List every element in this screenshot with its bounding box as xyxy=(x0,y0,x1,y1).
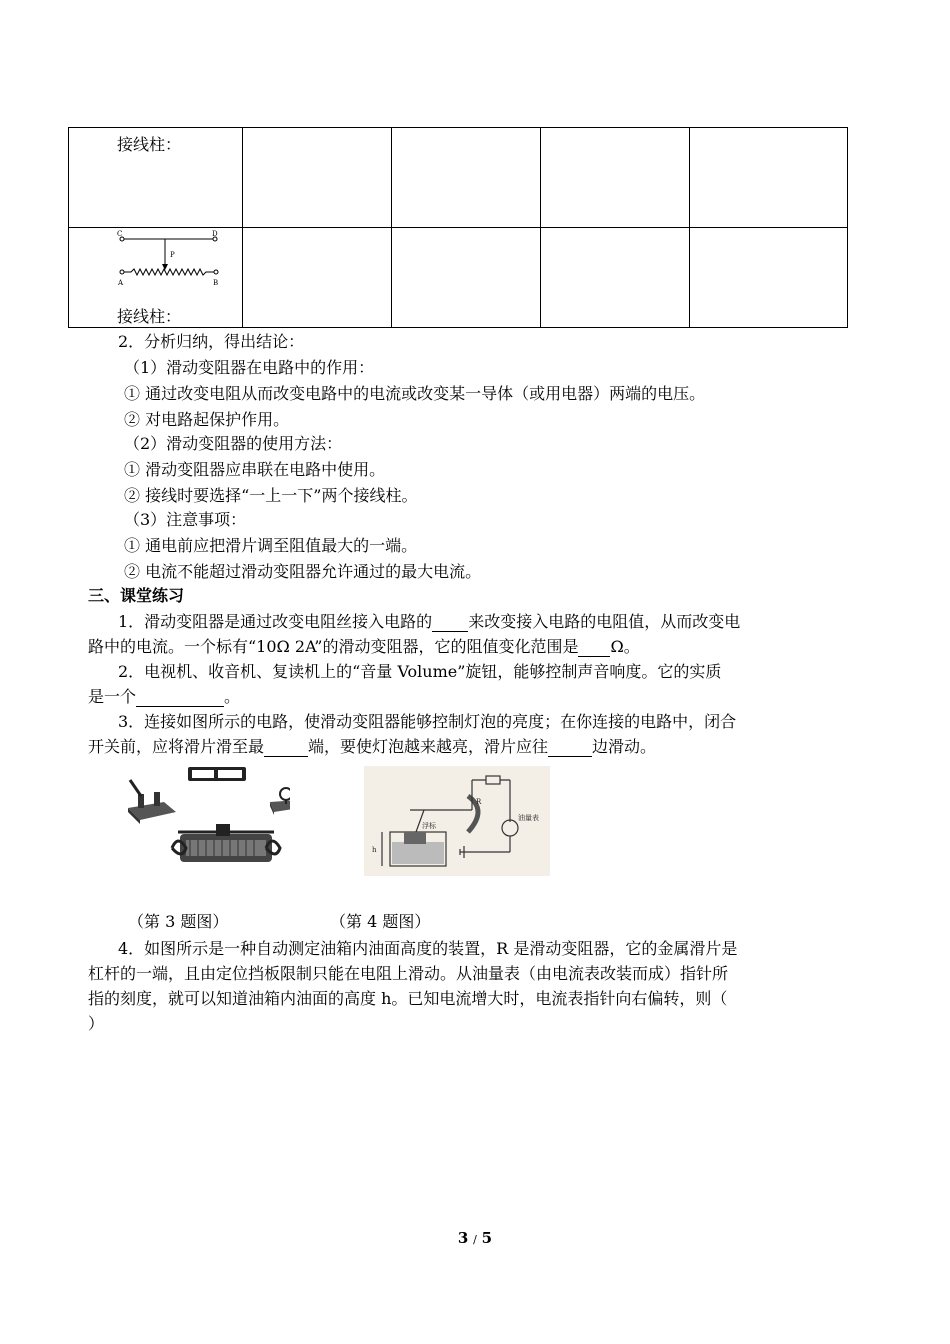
table-cell xyxy=(243,128,392,228)
switch-icon xyxy=(128,780,176,824)
table-cell xyxy=(541,228,690,328)
q3-text-d: 边滑动。 xyxy=(592,737,657,756)
section-title: （3）注意事项： xyxy=(124,510,247,529)
section-title: （1）滑动变阻器在电路中的作用： xyxy=(124,358,375,377)
table-cell xyxy=(243,228,392,328)
section-title: （2）滑动变阻器的使用方法： xyxy=(124,434,343,453)
comparison-table xyxy=(68,127,848,328)
table-cell xyxy=(690,128,848,228)
float xyxy=(404,832,426,844)
q1-text-a: 1．滑动变阻器是通过改变电阻丝接入电路的 xyxy=(118,612,433,631)
label-a: A xyxy=(118,279,124,287)
list-item: ① 滑动变阻器应串联在电路中使用。 xyxy=(124,460,386,479)
answer-blank[interactable] xyxy=(264,740,308,757)
terminal-b xyxy=(214,270,218,274)
list-item: ② 接线时要选择“一上一下”两个接线柱。 xyxy=(124,486,418,505)
terminal-label: 接线柱： xyxy=(117,307,182,326)
bulb-icon xyxy=(270,788,290,815)
list-item: ② 对电路起保护作用。 xyxy=(124,410,290,429)
terminal-label: 接线柱： xyxy=(117,135,182,154)
figure-3-caption: （第 3 题图） xyxy=(128,912,229,931)
q2-text-c: 。 xyxy=(224,687,241,706)
label-oil-meter: 油量表 xyxy=(518,814,539,822)
question-4-line-3: 指的刻度，就可以知道油箱内油面的高度 h。已知电流增大时，电流表指针向右偏转，则（ xyxy=(88,989,728,1008)
q1-text-c: 路中的电流。一个标有“10Ω 2A”的滑动变阻器，它的阻值变化范围是 xyxy=(88,637,579,656)
list-item: ② 电流不能超过滑动变阻器允许通过的最大电流。 xyxy=(124,562,482,581)
table-cell xyxy=(69,228,243,328)
table-cell xyxy=(69,128,243,228)
terminal-a xyxy=(120,270,124,274)
q2-text-b: 是一个 xyxy=(88,687,137,706)
rheostat-icon xyxy=(172,824,280,862)
rheostat-diagram xyxy=(113,230,233,292)
question-4-line-2: 杠杆的一端，且由定位挡板限制只能在电阻上滑动。从油量表（由电流表改装而成）指针所 xyxy=(88,964,729,983)
question-1-line-2 xyxy=(88,637,640,657)
label-d: D xyxy=(212,230,218,238)
page-total: 5 xyxy=(481,1229,493,1247)
page-separator: / xyxy=(473,1233,477,1246)
label-b: B xyxy=(213,279,219,287)
conclusion-heading: 2．分析归纳，得出结论： xyxy=(118,332,305,351)
page-current: 3 xyxy=(457,1229,469,1247)
label-float: 浮标 xyxy=(422,822,436,830)
question-1-line-1 xyxy=(118,612,740,632)
question-2-line-1: 2．电视机、收音机、复读机上的“音量 Volume”旋钮，能够控制声音响度。它的实质 xyxy=(118,662,722,681)
answer-blank[interactable] xyxy=(578,640,610,657)
label-r: R xyxy=(476,798,482,806)
question-2-line-2 xyxy=(88,687,240,707)
list-item: ① 通电前应把滑片调至阻值最大的一端。 xyxy=(124,536,418,555)
question-4-line-4: ） xyxy=(88,1014,105,1033)
answer-blank[interactable] xyxy=(136,690,224,707)
figure-3-components xyxy=(120,762,290,880)
q1-text-b: 来改变接入电路的电阻值，从而改变电 xyxy=(468,612,741,631)
page-number xyxy=(0,1229,950,1247)
table-cell xyxy=(541,128,690,228)
figure-4-caption: （第 4 题图） xyxy=(330,912,431,931)
figure-4-oil-gauge xyxy=(364,766,550,876)
battery-icon xyxy=(188,767,246,781)
exercise-heading: 三、课堂练习 xyxy=(88,586,185,605)
table-row xyxy=(69,228,848,328)
answer-blank[interactable] xyxy=(548,740,592,757)
question-3-line-1: 3．连接如图所示的电路，使滑动变阻器能够控制灯泡的亮度；在你连接的电路中，闭合 xyxy=(118,712,737,731)
resistor xyxy=(486,776,500,784)
answer-blank[interactable] xyxy=(432,615,468,632)
slider-arrow xyxy=(162,264,168,270)
list-item: ① 通过改变电阻从而改变电路中的电流或改变某一导体（或用电器）两端的电压。 xyxy=(124,384,706,403)
table-row xyxy=(69,128,848,228)
label-c: C xyxy=(117,230,123,238)
question-3-line-2 xyxy=(88,737,656,757)
q1-text-d: Ω。 xyxy=(610,637,640,656)
label-h: h xyxy=(372,846,377,854)
resistance-coil xyxy=(124,269,214,275)
oil-liquid xyxy=(392,842,444,864)
q3-text-c: 端，要使灯泡越来越亮，滑片应往 xyxy=(308,737,549,756)
label-p: P xyxy=(170,251,175,259)
question-4-line-1: 4．如图所示是一种自动测定油箱内油面高度的装置，R 是滑动变阻器，它的金属滑片是 xyxy=(118,939,738,958)
table-cell xyxy=(392,128,541,228)
q3-text-b: 开关前，应将滑片滑至最 xyxy=(88,737,265,756)
table-cell xyxy=(690,228,848,328)
table-cell xyxy=(392,228,541,328)
